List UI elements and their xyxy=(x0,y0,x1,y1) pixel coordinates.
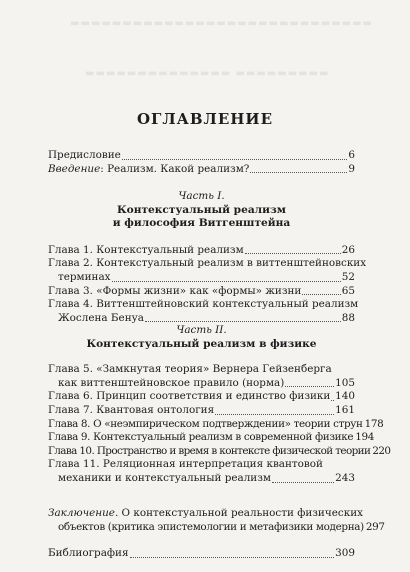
toc-page-number: 309 xyxy=(335,547,355,559)
toc-page-number: 140 xyxy=(335,390,355,403)
part-label: Часть II. xyxy=(176,324,227,336)
toc-entry-chapter-4: Глава 4. Виттенштейновский контекстуальный реализм xyxy=(48,298,359,311)
toc-entry-chapter-8 xyxy=(48,417,384,432)
toc-entry-chapter-9 xyxy=(48,431,374,445)
toc-entry-chapter-6 xyxy=(48,390,355,404)
toc-entry-label: Глава 8. О «неэмпирическом подтверждении» теории струн xyxy=(48,417,363,430)
toc-entry-preface xyxy=(48,149,355,163)
toc-entry-label: . О контекстуальной реальности физических xyxy=(114,507,363,519)
dot-leader xyxy=(272,482,334,483)
toc-entry-label: как виттенштейновское правило (норма) xyxy=(58,376,285,389)
toc-entry-label: Глава 9. Контекстуальный реализм в современной физике xyxy=(48,431,354,444)
toc-back-matter xyxy=(48,507,385,534)
part-title: и философия Витгенштейна xyxy=(112,217,291,230)
dot-leader xyxy=(285,386,334,387)
toc-entry-chapter-10 xyxy=(48,444,391,459)
toc-page-number: 178 xyxy=(364,417,384,430)
toc-page-number: 9 xyxy=(348,162,355,175)
toc-page-number: 243 xyxy=(335,471,355,484)
toc-entry-label: Предисловие xyxy=(48,149,121,161)
toc-entry-label: терминах xyxy=(58,270,111,283)
toc-entry-chapter-2: Глава 2. Контекстуальный реализм в виттенштейновских xyxy=(48,257,367,270)
toc-page-number: 65 xyxy=(341,284,355,297)
toc-entry-label: : Реализм. Какой реализм? xyxy=(100,162,250,175)
toc-entry-chapter-5: Глава 5. «Замкнутая теория» Вернера Гейзенберга xyxy=(48,363,332,376)
toc-entry-prefix: Введение xyxy=(48,162,101,175)
dot-leader xyxy=(130,557,335,558)
bleed-through-text: ▬▬▬▬▬▬▬▬▬▬▬▬▬▬ ▬▬▬▬▬▬▬▬▬ xyxy=(85,68,330,79)
toc-page-number: 52 xyxy=(341,270,355,283)
dot-leader xyxy=(122,159,348,160)
part-title: Контекстуальный реализм xyxy=(117,203,286,216)
toc-entry-chapter-2-cont xyxy=(48,271,355,285)
toc-entry-conclusion xyxy=(48,507,363,521)
toc-page-number: 105 xyxy=(335,376,355,389)
toc-entry-label: объектов (критика эпистемологии и метафизики модерна) xyxy=(58,520,364,533)
toc-page-number: 88 xyxy=(341,311,355,324)
dot-leader xyxy=(245,253,341,254)
toc-entry-chapter-3 xyxy=(48,285,355,299)
toc-entry-conclusion-cont xyxy=(48,520,385,535)
dot-leader xyxy=(302,294,340,295)
toc-entry-label: Глава 6. Принцип соответствия и единство физики xyxy=(48,390,331,403)
dot-leader xyxy=(112,281,341,282)
toc-part-2 xyxy=(48,324,391,486)
toc-entry-chapter-7 xyxy=(48,404,355,418)
toc-page-number: 26 xyxy=(341,243,355,256)
toc-entry-label: Глава 10. Пространство и время в контексте физической теории xyxy=(48,444,371,457)
toc-intro xyxy=(48,149,355,176)
dot-leader xyxy=(331,400,334,401)
dot-leader xyxy=(250,172,347,173)
toc-entry-label: Библиография xyxy=(48,547,129,559)
part-title: Контекстуальный реализм в физике xyxy=(86,337,317,350)
toc-entry-label: Глава 7. Квантовая онтология xyxy=(48,403,215,416)
toc-entry-label: Глава 3. «Формы жизни» как «формы» жизни xyxy=(48,284,302,297)
toc-entry-introduction xyxy=(48,163,355,177)
toc-entry-label: Жослена Бенуа xyxy=(58,311,144,324)
dot-leader xyxy=(215,414,334,415)
toc-page-number: 220 xyxy=(372,444,391,457)
toc-page-number: 194 xyxy=(355,431,374,444)
page-title: ОГЛАВЛЕНИЕ xyxy=(136,110,274,128)
toc-entry-prefix: Заключение xyxy=(48,507,115,519)
toc-page-number: 297 xyxy=(365,520,385,533)
toc-entry-label: Глава 1. Контекстуальный реализм xyxy=(48,243,244,256)
toc-entry-label: механики и контекстуальный реализм xyxy=(58,471,271,484)
toc-bibliography xyxy=(48,547,355,561)
toc-part-1 xyxy=(48,190,367,325)
toc-entry-chapter-11: Глава 11. Реляционная интерпретация квантовой xyxy=(48,458,323,471)
toc-page-number: 161 xyxy=(335,403,355,416)
toc-entry-chapter-11-cont xyxy=(48,472,355,486)
toc-page-number: 6 xyxy=(348,149,355,161)
dot-leader xyxy=(145,321,341,322)
toc-entry-chapter-5-cont xyxy=(48,377,355,391)
bleed-through-text: ▬▬▬▬▬▬▬▬▬▬▬▬▬▬▬▬▬▬▬▬▬▬▬▬▬▬▬▬▬ xyxy=(70,18,373,29)
part-label: Часть I. xyxy=(178,190,225,202)
toc-entry-bibliography xyxy=(48,547,355,561)
toc-entry-chapter-1 xyxy=(48,244,355,258)
